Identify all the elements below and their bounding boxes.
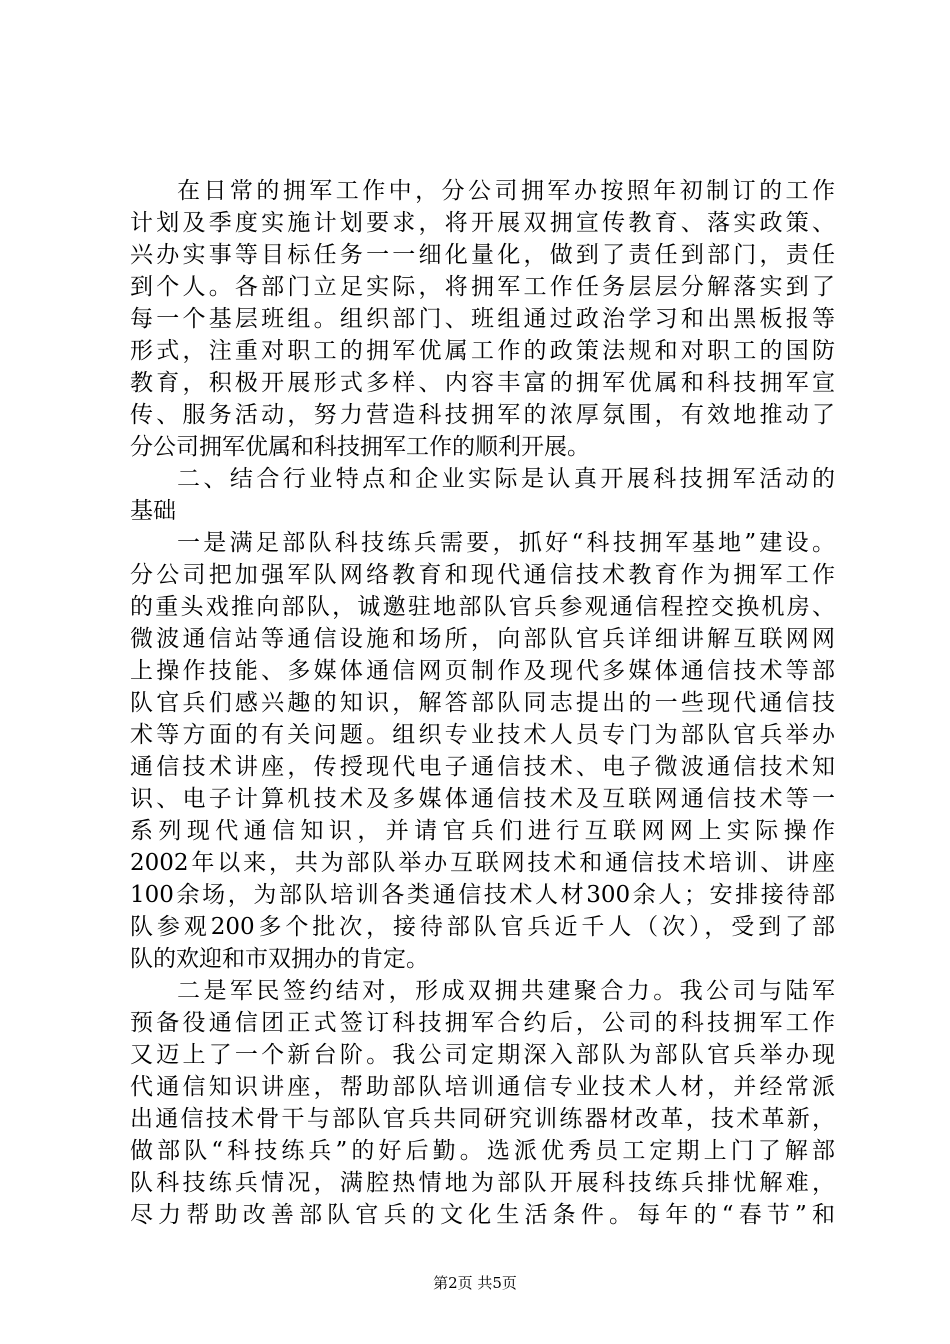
text-line: 上操作技能、多媒体通信网页制作及现代多媒体通信技术等部	[130, 658, 835, 684]
text-line: 队参观200多个批次，接待部队官兵近千人（次），受到了部	[130, 914, 835, 940]
text-line: 分公司把加强军队网络教育和现代通信技术教育作为拥军工作	[130, 562, 835, 588]
text-line: 分公司拥军优属和科技拥军工作的顺利开展。	[130, 434, 590, 460]
text-line: 出通信技术骨干与部队官兵共同研究训练器材改革，技术革新，	[130, 1106, 835, 1132]
text-line: 到个人。各部门立足实际，将拥军工作任务层层分解落实到了	[130, 274, 835, 300]
section-heading-2	[130, 463, 835, 527]
text-line: 兴办实事等目标任务一一细化量化，做到了责任到部门，责任	[130, 242, 835, 268]
text-line: 一是满足部队科技练兵需要，抓好“科技拥军基地”建设。	[177, 530, 835, 556]
page-number-footer: 第2页 共5页	[433, 1274, 517, 1292]
text-line: 计划及季度实施计划要求，将开展双拥宣传教育、落实政策、	[130, 210, 835, 236]
paragraph-3	[130, 527, 835, 975]
text-line: 每一个基层班组。组织部门、班组通过政治学习和出黑板报等	[130, 306, 835, 332]
text-line: 队官兵们感兴趣的知识，解答部队同志提出的一些现代通信技	[130, 690, 835, 716]
text-line: 系列现代通信知识，并请官兵们进行互联网网上实际操作	[130, 818, 835, 844]
text-line: 教育，积极开展形式多样、内容丰富的拥军优属和科技拥军宣	[130, 370, 835, 396]
text-line: 通信技术讲座，传授现代电子通信技术、电子微波通信技术知	[130, 754, 835, 780]
text-line: 做部队“科技练兵”的好后勤。选派优秀员工定期上门了解部	[130, 1138, 835, 1164]
text-line: 100余场，为部队培训各类通信技术人材300余人；安排接待部	[130, 882, 835, 908]
heading-line: 二、结合行业特点和企业实际是认真开展科技拥军活动的	[177, 466, 835, 492]
text-line: 预备役通信团正式签订科技拥军合约后，公司的科技拥军工作	[130, 1010, 835, 1036]
text-line: 二是军民签约结对，形成双拥共建聚合力。我公司与陆军	[177, 978, 835, 1004]
document-body	[130, 175, 835, 1231]
text-line: 识、电子计算机技术及多媒体通信技术及互联网通信技术等一	[130, 786, 835, 812]
text-line: 队科技练兵情况，满腔热情地为部队开展科技练兵排忧解难，	[130, 1170, 835, 1196]
text-line: 术等方面的有关问题。组织专业技术人员专门为部队官兵举办	[130, 722, 835, 748]
text-line: 又迈上了一个新台阶。我公司定期深入部队为部队官兵举办现	[130, 1042, 835, 1068]
text-line: 在日常的拥军工作中，分公司拥军办按照年初制订的工作	[177, 178, 835, 204]
text-line: 微波通信站等通信设施和场所，向部队官兵详细讲解互联网网	[130, 626, 835, 652]
text-line: 传、服务活动，努力营造科技拥军的浓厚氛围，有效地推动了	[130, 402, 835, 428]
text-line: 代通信知识讲座，帮助部队培训通信专业技术人材，并经常派	[130, 1074, 835, 1100]
text-line: 形式，注重对职工的拥军优属工作的政策法规和对职工的国防	[130, 338, 835, 364]
text-line: 尽力帮助改善部队官兵的文化生活条件。每年的“春节”和	[130, 1202, 835, 1228]
paragraph-1	[130, 175, 835, 463]
text-line: 的重头戏推向部队，诚邀驻地部队官兵参观通信程控交换机房、	[130, 594, 835, 620]
heading-line: 基础	[130, 498, 176, 524]
text-line: 队的欢迎和市双拥办的肯定。	[130, 946, 429, 972]
paragraph-4	[130, 975, 835, 1231]
text-line: 2002年以来，共为部队举办互联网技术和通信技术培训、讲座	[130, 850, 835, 876]
